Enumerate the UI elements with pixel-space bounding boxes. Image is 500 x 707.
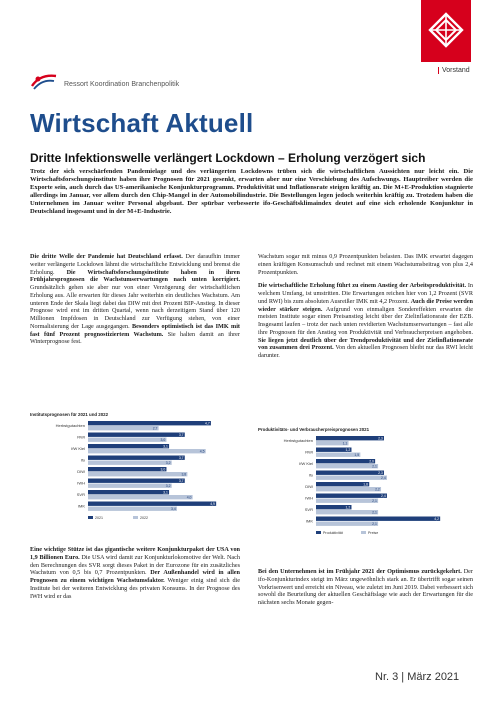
bar-value-label: 3,7 [178,478,184,483]
productivity-chart [258,427,473,554]
bar [316,522,378,526]
bar [88,426,159,430]
bar-value-label: 1,5 [354,452,360,457]
bar [316,482,369,486]
category-label: IWH [77,480,85,486]
bar-value-label: 3,1 [163,490,168,495]
category-label: IfW Kiel [71,446,85,451]
bar-value-label: 3,0 [160,437,166,442]
bar-value-label: 2,1 [372,521,377,526]
bar [88,472,187,476]
bar-value-label: 1,2 [345,447,351,452]
bar [88,438,166,442]
legend-swatch [88,516,93,519]
bar-value-label: 1,1 [342,441,348,446]
bar-value-label: 1,2 [345,505,351,510]
bar [316,494,387,498]
paragraph: Die dritte Welle der Pandemie hat Deutschland erfasst. Der daraufhin immer weiter verlängerte Lockdown lähmt die wirtschaftliche Entwicklung und bremst die Erholung. Die Wirtschaftsforschungsinstitute haben in ihren Frühjahrsprognosen die Wachstumserwartungen nach unten korrigiert. Grundsätzlich gehen sie aber nur von einer Verzögerung der wirtschaftlichen Erholung aus. Alle erwarten für dieses Jahr weiterhin ein deutliches Wachstum. Am unteren Ende der Skala liegt dabei das DIW mit drei Prozent BIP-Anstieg. In dieser Prognose wird erst im dritten Quartal, wenn nach derzeitigem Stand über 120 Millionen Impfdosen in Deutschland zur Verfügung stehen, von einer Normalisierung der Lage ausgegangen. Besonders optimistisch ist das IMK mit fast fünf Prozent prognostiziertem Wachstum. Sie halten damit an ihrer Winterprognose fest. [30,253,240,346]
bar-value-label: 4,9 [210,501,215,506]
bar [88,461,172,465]
category-label: IMK [77,503,85,509]
bar [88,449,206,453]
bar [316,487,381,491]
bar [88,467,166,471]
bar [88,421,211,425]
bar-value-label: 2,0 [369,459,374,464]
bar [88,444,169,448]
page-title: Wirtschaft Aktuell [30,108,254,138]
category-label: Herbstgutachten [283,438,313,443]
bar-value-label: 3,8 [181,472,187,477]
bar [316,471,384,475]
bar-value-label: 3,7 [178,432,184,437]
category-label: Herbstgutachten [55,423,85,428]
bar [88,495,193,499]
bar-value-label: 2,3 [378,470,383,475]
category-label: DIW [77,469,85,474]
legend-swatch [316,531,321,534]
bar-value-label: 2,7 [152,426,158,431]
bar [88,484,172,488]
category-label: SVR [76,492,85,497]
paragraph: Eine wichtige Stütze ist das gigantische weitere Konjunkturpaket der USA von 1,9 Billionen Euro. Die USA wird damit zur Konjunkturlokomotive der Welt. Nach den Berechnungen des SVR sorgt dieses Paket in der Eurozone für ein zusätzliches Wachstum von 0,5 bis 0,7 Prozentpunkten. Der Außenhandel wird in allen Prognosen zu einem wichtigen Wachstumsfaktor. Weniger einig sind sich die Institute bei der weiteren Entwicklung des privaten Konsums. In der Prognose des IWH wird er das [30,546,241,600]
ressort-label: Ressort Koordination Branchenpolitik [64,81,180,88]
chart-title: Institutsprognosen für 2021 und 2022 [30,412,109,417]
category-label: RWI [77,434,85,440]
bar-value-label: 3,4 [171,506,176,511]
bar-value-label: 2,4 [381,475,386,480]
ressort-icon [30,70,58,92]
productivity-chart-plot [258,432,473,544]
bar [88,456,185,460]
forecast-chart-plot [30,417,240,529]
legend-swatch [361,531,366,534]
paragraph: Wachstum sogar mit minus 0,9 Prozentpunkten belasten. Das IMK erwartet dagegen einen kräftigen Konsumschub und rechnet mit einem Wachstumsbeitrag von plus 2,4 Prozentpunkten. [258,253,473,276]
bar-value-label: 4,2 [434,516,439,521]
bar [316,459,375,463]
column-2-top [258,253,473,366]
bar [88,490,169,494]
paragraph: Die wirtschaftliche Erholung führt zu einem Anstieg der Arbeitsproduktivität. In welchem Umfang, ist umstritten. Die Erwartungen reichen hier von 1,2 Prozent (SVR und RWI) bis zum absoluten Ausreißer IMK mit 4,2 Prozent. Auch die Preise werden wieder stärker steigen. Aufgrund von einmaligen Sondereffekten erwarten die meisten Institute sogar einen Preisanstieg leicht über der Zielinflationsrate der EZB. Insgesamt laufen – trotz der nach unten revidierten Wachstumserwartungen – fast alle ihre Prognosen für den Anstieg von Produktivität und Verbraucherpreisen angehoben. Sie liegen jetzt deutlich über der Trendproduktivität und der Zielinflationsrate von zusammen drei Prozent. Von den aktuellen Prognosen bleibt nur das RWI leicht darunter. [258,282,474,359]
logo-mark [428,12,464,48]
bar-value-label: 3,2 [165,483,171,488]
bar [316,464,378,468]
category-label: ifo [80,457,85,463]
bar-value-label: 1,8 [363,482,369,487]
bar [316,436,384,440]
legend-label: 2021 [95,516,103,520]
bar-value-label: 3,2 [165,460,171,465]
vorstand-label: Vorstand [438,67,470,74]
category-label: ifo [308,472,313,478]
bar-value-label: 2,4 [381,493,386,498]
igmetall-logo [421,0,471,62]
bar-value-label: 2,1 [372,498,377,503]
legend-label: Preise [368,531,379,535]
bar-value-label: 2,3 [378,436,383,441]
bar [88,507,177,511]
intro-paragraph: Trotz der sich verschärfenden Pandemielage und des verlängerten Lockdowns trüben sich die wirtschaftlichen Aussichten nur leicht ein. Die Wirtschaftsforschungsinstitute haben ihre Prognosen für 2021 gesenkt, erwarten aber nur eine Verschiebung des Aufschwungs. Hauptreiber werden die Exporte sein, auch durch das US-amerikanische Konjunkturprogramm. Produktivität und Inflationsrate steigen kräftig an. Die M+E-Produktion stagnierte allerdings im Januar, vor allem durch den Chip-Mangel in der Automobilindustrie. Die Bestellungen legen jedoch weiterhin kräftig zu. Trotzdem haben die Unternehmen im Januar weiter Personal abgebaut. Der spürbar verbesserte ifo-Geschäftsklimaindex deutet auf eine sich erholende Konjunktur in Deutschland insgesamt und in der M+E-Industrie. [30,168,473,216]
category-label: IfW Kiel [299,461,313,466]
bar [316,517,440,521]
bar-value-label: 3,0 [160,467,166,472]
issue-footer: Nr. 3 | März 2021 [375,671,460,683]
category-label: RWI [305,449,313,455]
column-1-top [30,253,240,352]
category-label: SVR [304,507,313,512]
bar [316,476,387,480]
bar [88,433,185,437]
bar-value-label: 2,1 [372,464,377,469]
category-label: IWH [305,495,313,501]
bar [88,502,216,506]
bar-value-label: 3,7 [178,455,184,460]
bar [316,510,378,514]
forecast-chart [30,412,240,537]
column-2-bottom [258,568,473,613]
bar-value-label: 4,7 [205,421,210,426]
bar-value-label: 3,1 [163,444,168,449]
legend-swatch [133,516,138,519]
bar-value-label: 2,1 [372,510,377,515]
paragraph: Bei den Unternehmen ist im Frühjahr 2021 der Optimismus zurückgekehrt. Der ifo-Konjunkturindex steigt im März ungewöhnlich stark an. Er übertrifft sogar seinen Vorkrisenwert und erreicht ein Niveau, wie zuletzt im Juni 2019. Dabei verbessert sich sowohl die Beurteilung der aktuellen Geschäftslage wie auch der Erwartungen für die nächsten sechs Monate gegen- [258,568,473,606]
bar [88,479,185,483]
category-label: IMK [305,518,313,524]
category-label: DIW [305,484,313,489]
column-1-bottom [30,546,240,606]
bar [316,499,378,503]
chart-title: Produktivitäts- und Verbraucherpreisprognosen 2021 [258,427,370,432]
bar-value-label: 4,0 [186,495,192,500]
legend-label: 2022 [140,516,148,520]
legend-label: Produktivität [323,531,343,535]
bar-value-label: 2,2 [375,487,380,492]
article-subtitle: Dritte Infektionswelle verlängert Lockdown – Erholung verzögert sich [30,151,426,165]
bar-value-label: 4,5 [199,449,205,454]
